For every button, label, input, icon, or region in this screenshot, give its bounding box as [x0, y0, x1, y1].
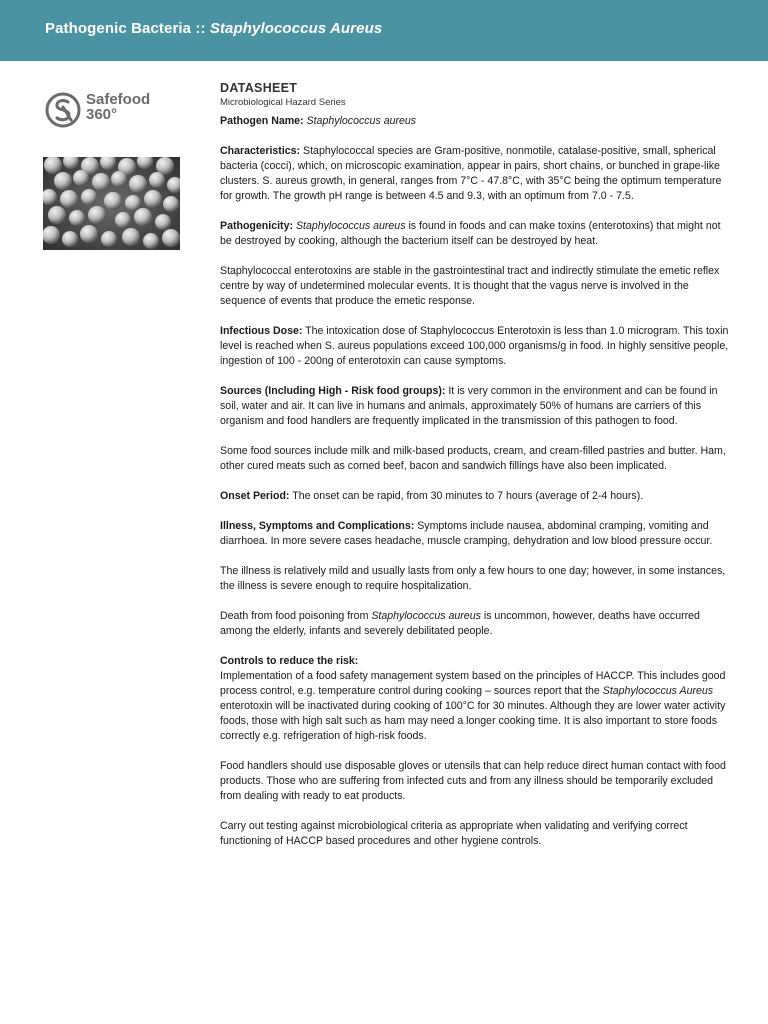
controls-text-b: enterotoxin will be inactivated during cooking of 100°C for 30 minutes. Although they are lower water activity foods, those with high salt such as ham may need a longer cooking time. It is also important to store foods correctly e.g. refrigeration of high-risk foods. — [220, 700, 726, 742]
sources-text: It is very common in the environment and can be found in soil, water and air. It can live in humans and animals, approximately 50% of humans are carriers of this organism and food handlers are frequently implicated in the transmission of this pathogen to food. — [220, 385, 718, 427]
datasheet-series: Microbiological Hazard Series — [220, 97, 346, 108]
sources-paragraph — [220, 384, 730, 429]
title-organism: Staphylococcus Aureus — [209, 20, 383, 37]
header-bar — [0, 0, 768, 61]
controls-label: Controls to reduce the risk: — [220, 655, 359, 667]
onset-label: Onset Period: — [220, 490, 290, 502]
illness-duration-paragraph: The illness is relatively mild and usually lasts from only a few hours to one day; however, in some instances, the illness is severe enough to require hospitalization. — [220, 565, 726, 592]
infectious-dose-text: The intoxication dose of Staphylococcus Enterotoxin is less than 1.0 microgram. This toxin level is reached when S. aureus populations exceed 100,000 organisms/g in food. In highly sensitive people, ingestion of 100 - 200ng of enterotoxin can cause symptoms. — [220, 325, 729, 367]
infectious-dose-label: Infectious Dose: — [220, 325, 303, 337]
pathogenicity-organism: Staphylococcus aureus — [295, 220, 406, 232]
pathogen-value: Staphylococcus aureus — [306, 115, 417, 127]
food-handlers-paragraph: Food handlers should use disposable gloves or utensils that can help reduce direct human contact with food products. Those who are suffering from infected cuts and from any illness should be temporarily excluded from dealing with ready to eat products. — [220, 760, 726, 802]
illness-paragraph — [220, 519, 730, 549]
controls-organism: Staphylococcus Aureus — [602, 685, 714, 697]
controls-paragraph — [220, 669, 730, 744]
onset-text: The onset can be rapid, from 30 minutes to 7 hours (average of 2-4 hours). — [289, 490, 644, 502]
onset-paragraph — [220, 489, 730, 504]
death-paragraph — [220, 609, 730, 639]
title-prefix: Pathogenic Bacteria :: — [45, 20, 210, 37]
logo-line2: 360° — [86, 106, 118, 123]
bacteria-micrograph-image — [43, 157, 180, 250]
death-organism: Staphylococcus aureus — [371, 610, 481, 622]
infectious-dose-paragraph — [220, 324, 730, 369]
death-text-b: is uncommon, however, deaths have occurred among the elderly, infants and severely debilitated people. — [220, 610, 700, 637]
characteristics-paragraph — [220, 144, 730, 204]
safefood-logo — [44, 90, 169, 130]
death-text-a: Death from food poisoning from — [220, 610, 372, 622]
enterotoxin-paragraph: Staphylococcal enterotoxins are stable in the gastrointestinal tract and indirectly stimulate the emetic reflex centre by way of undetermined molecular events. It is thought that the vagus nerve is involved in the sequence of events that produce the emetic response. — [220, 265, 720, 307]
logo-line1: Safefood — [86, 91, 151, 108]
pathogenicity-paragraph — [220, 219, 730, 249]
pathogenicity-text: is found in foods and can make toxins (enterotoxins) that might not be destroyed by cooking, although the bacterium itself can be destroyed by heat. — [220, 220, 721, 247]
controls-text-a: Implementation of a food safety management system based on the principles of HACCP. This includes good process control, e.g. temperature control during cooking – sources report that the — [220, 670, 726, 697]
datasheet-title: DATASHEET — [220, 81, 298, 95]
safefood-logo-icon — [44, 91, 82, 129]
illness-text: Symptoms include nausea, abdominal cramping, vomiting and diarrhoea. In more severe cases headache, muscle cramping, dehydration and low blood pressure occur. — [220, 520, 713, 547]
characteristics-label: Characteristics: — [220, 145, 301, 157]
testing-paragraph: Carry out testing against microbiological criteria as appropriate when validating and verifying correct functioning of HACCP based procedures and other hygiene controls. — [220, 820, 688, 847]
sources-label: Sources (Including High - Risk food groups): — [220, 385, 446, 397]
logo-wordmark — [86, 92, 150, 122]
pathogenicity-label: Pathogenicity: — [220, 220, 293, 232]
page-title — [45, 20, 382, 37]
datasheet-content — [220, 80, 730, 864]
pathogen-name — [220, 114, 730, 129]
controls-heading — [220, 654, 730, 669]
illness-label: Illness, Symptoms and Complications: — [220, 520, 415, 532]
food-sources-paragraph: Some food sources include milk and milk-based products, cream, and cream-filled pastries and butter. Ham, other cured meats such as corned beef, bacon and sandwich fillings have also been implicated. — [220, 445, 726, 472]
pathogen-label: Pathogen Name: — [220, 115, 304, 127]
characteristics-text: Staphylococcal species are Gram-positive, nonmotile, catalase-positive, small, spherical bacteria (cocci), which, on microscopic examination, appear in pairs, short chains, or bunched in grape-like clusters. S. aureus growth, in general, ranges from 7°C - 47.8°C, with 35°C being the optimum temperature for growth. The growth pH range is between 4.5 and 9.3, with an optimum from 7.0 - 7.5. — [220, 145, 722, 202]
